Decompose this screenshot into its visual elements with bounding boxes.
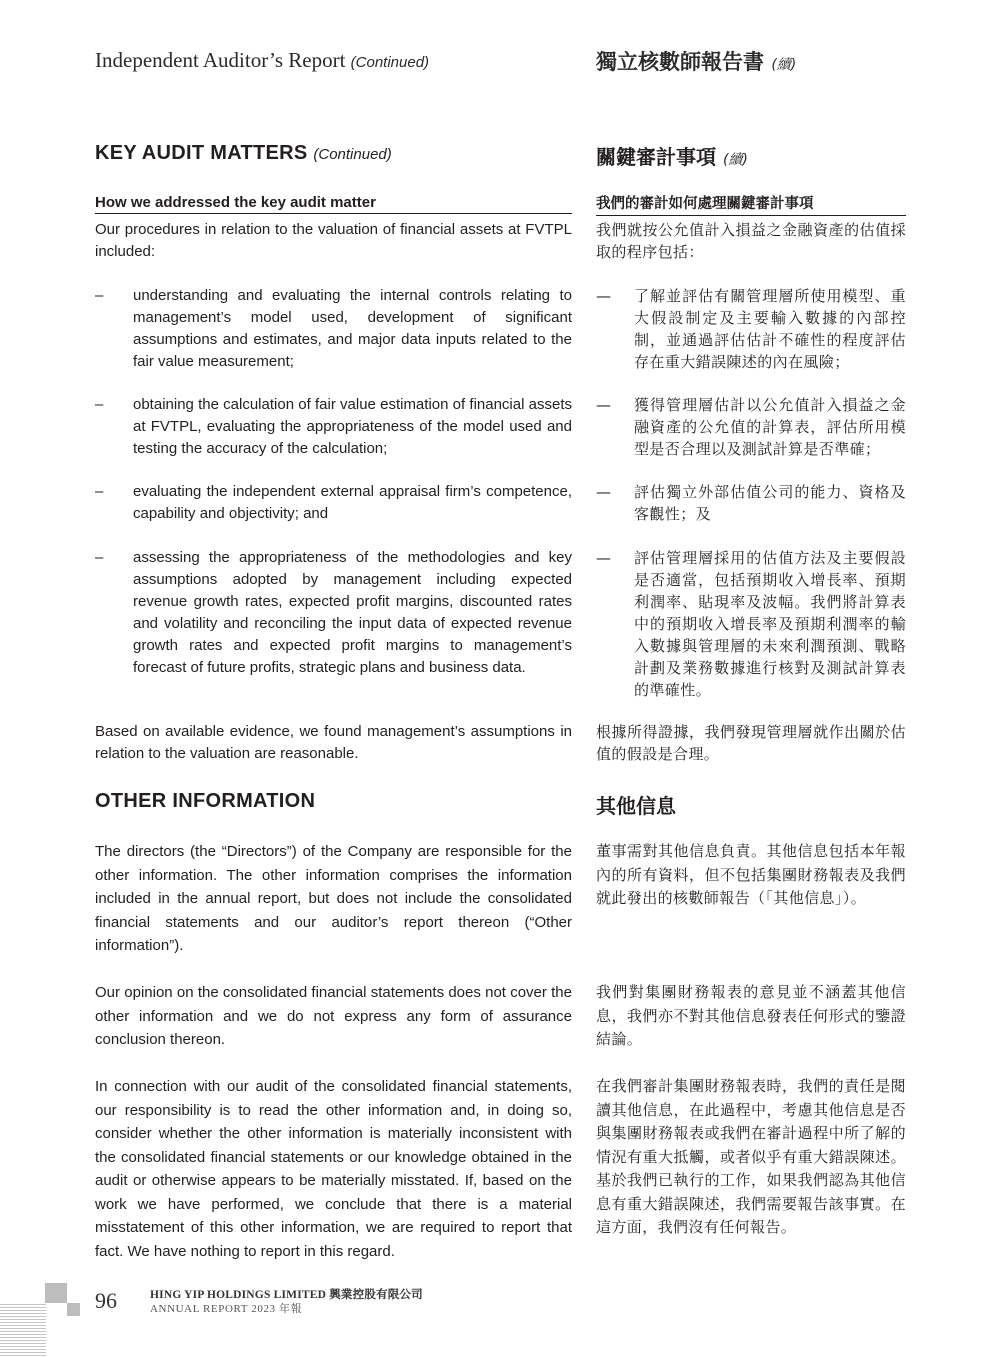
bullet-dash-zh: — — [596, 287, 611, 305]
bullet-item-zh: 評估獨立外部估值公司的能力、資格及客觀性；及 — [634, 483, 906, 523]
bullet-dash-zh: — — [596, 396, 611, 414]
kam-heading-en-text: KEY AUDIT MATTERS — [95, 142, 308, 164]
bullet-item-zh: 獲得管理層估計以公允值計入損益之金融資產的公允值的計算表，評估所用模型是否合理以及測試計算是否準確； — [634, 396, 906, 458]
other-info-p2-en: Our opinion on the consolidated financial statements does not cover the other information and we do not express any form of assurance conclusion thereon. — [95, 984, 572, 1048]
page-number: 96 — [95, 1288, 117, 1313]
kam-intro-zh: 我們就按公允值計入損益之金融資產的估值採取的程序包括： — [596, 221, 906, 261]
footer-square-graphic — [67, 1303, 80, 1316]
kam-intro-en: Our procedures in relation to the valuation of financial assets at FVTPL included: — [95, 221, 572, 260]
other-info-p2-zh: 我們對集團財務報表的意見並不涵蓋其他信息，我們亦不對其他信息發表任何形式的鑒證結論。 — [596, 983, 906, 1048]
bullet-dash-en: – — [95, 549, 104, 566]
footer-square-graphic — [45, 1283, 67, 1303]
kam-heading-en — [95, 142, 392, 165]
kam-continued-en: (Continued) — [313, 146, 392, 163]
bullet-item-en: evaluating the independent external appraisal firm’s competence, capability and objectivity; and — [133, 483, 572, 522]
kam-continued-zh: (續) — [722, 152, 748, 168]
bullet-dash-zh: — — [596, 483, 611, 501]
report-title-en: Independent Auditor’s Report — [95, 48, 346, 72]
other-info-p1-zh: 董事需對其他信息負責。其他信息包括本年報內的所有資料，但不包括集團財務報表及我們就此發出的核數師報告（「其他信息」）。 — [596, 842, 906, 907]
running-header-zh — [596, 46, 796, 76]
continued-label-en: (Continued) — [350, 54, 430, 71]
other-info-heading-zh: 其他信息 — [596, 794, 676, 818]
bullet-item-en: understanding and evaluating the internal controls relating to management’s model used, development of significant assumptions and estimates, and major data inputs related to the fair value measurement; — [133, 287, 572, 370]
footer-stripe-graphic — [0, 1304, 46, 1357]
footer-company-name: HING YIP HOLDINGS LIMITED 興業控股有限公司 — [150, 1289, 423, 1301]
running-header-en — [95, 48, 429, 73]
bullet-item-en: assessing the appropriateness of the methodologies and key assumptions adopted by management including expected revenue growth rates, expected profit margins, discounted rates and volatility and reconciling the input data of expected revenue growth rates and expected profit margins to management’s forecast of future profits, strategic plans and business data. — [133, 549, 572, 676]
kam-conclusion-en: Based on available evidence, we found management’s assumptions in relation to the valuation are reasonable. — [95, 723, 572, 762]
bullet-item-zh: 評估管理層採用的估值方法及主要假設是否適當，包括預期收入增長率、預期利潤率、貼現率及波幅。我們將計算表中的預期收入增長率及預期利潤率的輸入數據與管理層的未來利潤預測、戰略計劃及業務數據進行核對及測試計算表的準確性。 — [634, 549, 906, 699]
bullet-dash-en: – — [95, 287, 104, 304]
other-info-p3-en: In connection with our audit of the consolidated financial statements, our responsibility is to read the other information and, in doing so, consider whether the other information is materially inconsistent with the consolidated financial statements or our knowledge obtained in the audit or otherwise appears to be materially misstated. If, based on the work we have performed, we conclude that there is a material misstatement of this other information, we are required to report that fact. We have nothing to report in this regard. — [95, 1078, 572, 1260]
kam-conclusion-zh: 根據所得證據，我們發現管理層就作出關於估值的假設是合理。 — [596, 723, 906, 763]
bullet-dash-zh: — — [596, 549, 611, 567]
report-title-zh: 獨立核數師報告書 — [596, 49, 764, 74]
kam-heading-zh-text: 關鍵審計事項 — [596, 145, 716, 169]
kam-heading-zh — [596, 141, 748, 170]
other-info-p1-en: The directors (the “Directors”) of the Company are responsible for the other information. The other information comprises the information included in the annual report, but does not include the consolidated financial statements and our auditor’s report thereon (“Other information”). — [95, 843, 572, 954]
bullet-item-en: obtaining the calculation of fair value estimation of financial assets at FVTPL, evaluating the appropriateness of the model used and testing the accuracy of the calculation; — [133, 396, 572, 457]
footer-report-name: ANNUAL REPORT 2023 年報 — [150, 1303, 303, 1315]
bullet-dash-en: – — [95, 396, 104, 413]
kam-subheading-zh: 我們的審計如何處理關鍵審計事項 — [596, 192, 906, 216]
other-info-heading-en: OTHER INFORMATION — [95, 790, 316, 812]
kam-subheading-en: How we addressed the key audit matter — [95, 194, 572, 214]
bullet-dash-en: – — [95, 483, 104, 500]
continued-label-zh: (續) — [771, 57, 797, 73]
bullet-item-zh: 了解並評估有關管理層所使用模型、重大假設制定及主要輸入數據的內部控制，並通過評估估計不確性的程度評估存在重大錯誤陳述的內在風險； — [634, 287, 906, 371]
other-info-p3-zh: 在我們審計集團財務報表時，我們的責任是閱讀其他信息，在此過程中，考慮其他信息是否與集團財務報表或我們在審計過程中所了解的情況有重大抵觸，或者似乎有重大錯誤陳述。基於我們已執行的工作，如果我們認為其他信息有重大錯誤陳述，我們需要報告該事實。在這方面，我們沒有任何報告。 — [596, 1077, 906, 1236]
